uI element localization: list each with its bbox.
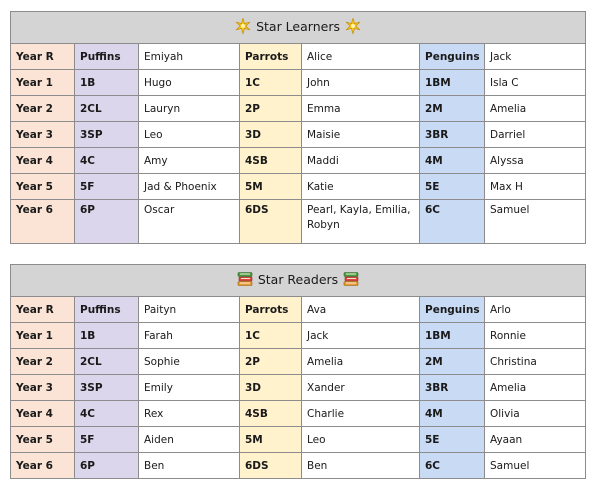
year-cell: Year 6 (11, 453, 75, 479)
penguins-name-cell: Samuel (485, 200, 586, 244)
year-cell: Year 1 (11, 323, 75, 349)
table-row (11, 375, 586, 401)
table-row (11, 427, 586, 453)
puffins-name-cell: Aiden (139, 427, 240, 453)
parrots-name-cell: Katie (302, 174, 420, 200)
puffins-name-cell: Amy (139, 148, 240, 174)
parrots-class-cell: Parrots (240, 297, 302, 323)
penguins-name-cell: Alyssa (485, 148, 586, 174)
puffins-name-cell: Emily (139, 375, 240, 401)
penguins-name-cell: Ayaan (485, 427, 586, 453)
puffins-name-cell: Ben (139, 453, 240, 479)
year-cell: Year 5 (11, 427, 75, 453)
penguins-class-cell: 3BR (420, 375, 485, 401)
parrots-name-cell: Jack (302, 323, 420, 349)
parrots-class-cell: 6DS (240, 453, 302, 479)
penguins-name-cell: Samuel (485, 453, 586, 479)
sparkle-icon (345, 18, 361, 34)
sparkle-icon (235, 18, 251, 34)
table-row (11, 174, 586, 200)
parrots-class-cell: 1C (240, 70, 302, 96)
penguins-class-cell: Penguins (420, 297, 485, 323)
penguins-name-cell: Amelia (485, 96, 586, 122)
penguins-class-cell: 1BM (420, 323, 485, 349)
table-row (11, 44, 586, 70)
parrots-class-cell: Parrots (240, 44, 302, 70)
parrots-class-cell: 5M (240, 174, 302, 200)
year-cell: Year 3 (11, 122, 75, 148)
parrots-name-cell: Maddi (302, 148, 420, 174)
year-cell: Year 4 (11, 148, 75, 174)
parrots-class-cell: 4SB (240, 401, 302, 427)
puffins-class-cell: 3SP (75, 375, 139, 401)
parrots-class-cell: 6DS (240, 200, 302, 244)
parrots-name-cell: Ava (302, 297, 420, 323)
penguins-class-cell: Penguins (420, 44, 485, 70)
puffins-class-cell: 6P (75, 453, 139, 479)
table-row (11, 323, 586, 349)
parrots-name-cell: Amelia (302, 349, 420, 375)
table-row (11, 96, 586, 122)
table-row (11, 148, 586, 174)
year-cell: Year 3 (11, 375, 75, 401)
puffins-class-cell: 3SP (75, 122, 139, 148)
star-readers-table (10, 264, 586, 479)
parrots-name-cell: Leo (302, 427, 420, 453)
books-icon (343, 271, 359, 287)
star-learners-body (11, 44, 586, 244)
year-cell: Year 6 (11, 200, 75, 244)
parrots-name-cell: Maisie (302, 122, 420, 148)
year-cell: Year 4 (11, 401, 75, 427)
penguins-name-cell: Max H (485, 174, 586, 200)
table-row (11, 70, 586, 96)
puffins-name-cell: Farah (139, 323, 240, 349)
penguins-name-cell: Ronnie (485, 323, 586, 349)
star-learners-title: Star Learners (256, 18, 340, 34)
penguins-class-cell: 2M (420, 349, 485, 375)
parrots-name-cell: Ben (302, 453, 420, 479)
penguins-name-cell: Amelia (485, 375, 586, 401)
year-cell: Year 2 (11, 349, 75, 375)
puffins-name-cell: Hugo (139, 70, 240, 96)
puffins-class-cell: 1B (75, 323, 139, 349)
puffins-class-cell: 2CL (75, 349, 139, 375)
puffins-name-cell: Emiyah (139, 44, 240, 70)
puffins-name-cell: Oscar (139, 200, 240, 244)
penguins-class-cell: 2M (420, 96, 485, 122)
puffins-class-cell: 5F (75, 174, 139, 200)
puffins-name-cell: Lauryn (139, 96, 240, 122)
penguins-class-cell: 6C (420, 200, 485, 244)
table-row (11, 401, 586, 427)
parrots-class-cell: 4SB (240, 148, 302, 174)
star-learners-table (10, 11, 586, 244)
penguins-name-cell: Jack (485, 44, 586, 70)
parrots-name-cell: Xander (302, 375, 420, 401)
books-icon (237, 271, 253, 287)
penguins-name-cell: Christina (485, 349, 586, 375)
penguins-class-cell: 1BM (420, 70, 485, 96)
parrots-name-cell: Alice (302, 44, 420, 70)
parrots-name-cell: Charlie (302, 401, 420, 427)
parrots-class-cell: 2P (240, 349, 302, 375)
year-cell: Year R (11, 297, 75, 323)
year-cell: Year 1 (11, 70, 75, 96)
parrots-class-cell: 3D (240, 122, 302, 148)
puffins-name-cell: Rex (139, 401, 240, 427)
penguins-class-cell: 4M (420, 148, 485, 174)
puffins-class-cell: Puffins (75, 297, 139, 323)
year-cell: Year R (11, 44, 75, 70)
year-cell: Year 5 (11, 174, 75, 200)
star-readers-body (11, 297, 586, 479)
table-row (11, 297, 586, 323)
penguins-class-cell: 6C (420, 453, 485, 479)
year-cell: Year 2 (11, 96, 75, 122)
parrots-name-cell: Pearl, Kayla, Emilia, Robyn (302, 200, 420, 244)
parrots-name-cell: John (302, 70, 420, 96)
penguins-class-cell: 3BR (420, 122, 485, 148)
table-row (11, 349, 586, 375)
penguins-name-cell: Isla C (485, 70, 586, 96)
star-readers-header (11, 265, 586, 297)
parrots-class-cell: 2P (240, 96, 302, 122)
penguins-name-cell: Darriel (485, 122, 586, 148)
penguins-name-cell: Arlo (485, 297, 586, 323)
puffins-class-cell: 5F (75, 427, 139, 453)
table-row (11, 453, 586, 479)
puffins-name-cell: Sophie (139, 349, 240, 375)
table-row (11, 200, 586, 244)
puffins-class-cell: Puffins (75, 44, 139, 70)
penguins-class-cell: 5E (420, 427, 485, 453)
puffins-class-cell: 4C (75, 148, 139, 174)
table-row (11, 122, 586, 148)
puffins-class-cell: 1B (75, 70, 139, 96)
penguins-name-cell: Olivia (485, 401, 586, 427)
puffins-name-cell: Jad & Phoenix (139, 174, 240, 200)
parrots-class-cell: 5M (240, 427, 302, 453)
penguins-class-cell: 4M (420, 401, 485, 427)
parrots-class-cell: 1C (240, 323, 302, 349)
parrots-name-cell: Emma (302, 96, 420, 122)
puffins-name-cell: Leo (139, 122, 240, 148)
penguins-class-cell: 5E (420, 174, 485, 200)
puffins-class-cell: 6P (75, 200, 139, 244)
puffins-class-cell: 2CL (75, 96, 139, 122)
star-learners-header (11, 12, 586, 44)
puffins-name-cell: Paityn (139, 297, 240, 323)
puffins-class-cell: 4C (75, 401, 139, 427)
parrots-class-cell: 3D (240, 375, 302, 401)
star-readers-title: Star Readers (257, 271, 339, 287)
